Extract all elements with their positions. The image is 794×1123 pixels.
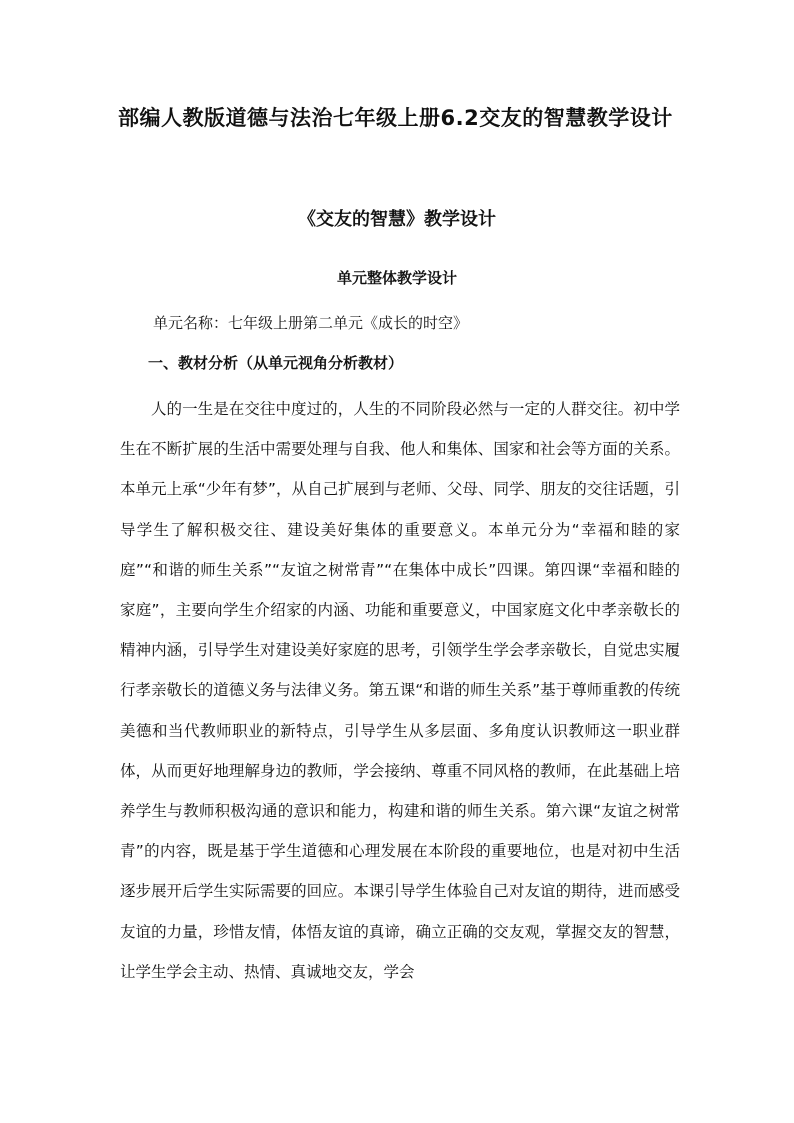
document-title: 部编人教版道德与法治七年级上册6.2交友的智慧教学设计 [118, 106, 673, 130]
body-paragraph: 人的一生是在交往中度过的，人生的不同阶段必然与一定的人群交往。初中学生在不断扩展的生活中需要处理与自我、他人和集体、国家和社会等方面的关系。本单元上承“少年有梦”，从自己扩展到与老师、父母、同学、朋友的交往话题，引导学生了解积极交往、建设美好集体的重要意义。本单元分为“幸福和睦的家庭”“和谐的师生关系”“友谊之树常青”“在集体中成长”四课。第四课“幸福和睦的家庭”，主要向学生介绍家的内涵、功能和重要意义，中国家庭文化中孝亲敬长的精神内涵，引导学生对建设美好家庭的思考，引领学生学会孝亲敬长，自觉忠实履行孝亲敬长的道德义务与法律义务。第五课“和谐的师生关系”基于尊师重教的传统美德和当代教师职业的新特点，引导学生从多层面、多角度认识教师这一职业群体，从而更好地理解身边的教师，学会接纳、尊重不同风格的教师，在此基础上培养学生与教师积极沟通的意识和能力，构建和谐的师生关系。第六课“友谊之树常青”的内容，既是基于学生道德和心理发展在本阶段的重要地位，也是对初中生活逐步展开后学生实际需要的回应。本课引导学生体验自己对友谊的期待，进而感受友谊的力量，珍惜友情，体悟友谊的真谛，确立正确的交友观，掌握交友的智慧，让学生学会主动、热情、真诚地交友，学会 [120, 400, 680, 981]
heading-textbook-analysis: 一、教材分析（从单元视角分析教材） [148, 354, 404, 372]
section-title: 单元整体教学设计 [336, 269, 457, 287]
unit-name: 单元名称：七年级上册第二单元《成长的时空》 [153, 314, 469, 332]
document-subtitle: 《交友的智慧》教学设计 [298, 209, 496, 230]
